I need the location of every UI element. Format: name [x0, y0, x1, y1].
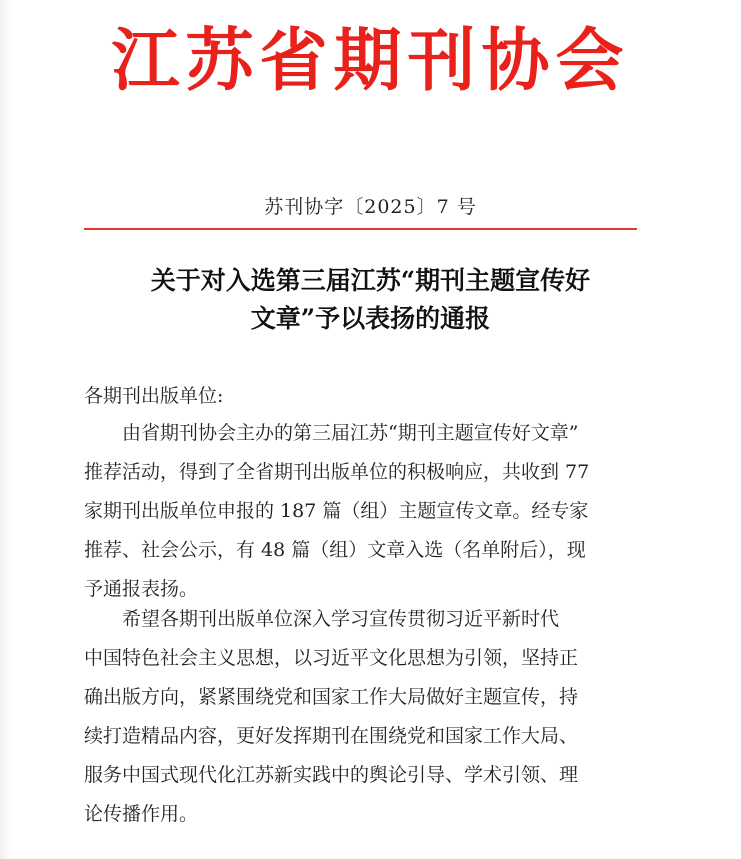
- paragraph-1: [84, 414, 664, 609]
- paragraph-line: 推荐活动，得到了全省期刊出版单位的积极响应，共收到 77: [84, 461, 590, 483]
- paragraph-line: 由省期刊协会主办的第三届江苏“期刊主题宣传好文章”: [122, 422, 579, 444]
- paragraph-line: 服务中国式现代化江苏新实践中的舆论引导、学术引领、理: [84, 764, 579, 786]
- red-divider-line: [84, 228, 637, 230]
- paragraph-line: 论传播作用。: [84, 803, 199, 825]
- title-line: 关于对入选第三届江苏“期刊主题宣传好: [150, 266, 591, 295]
- page-edge-shadow: [0, 0, 12, 859]
- salutation: 各期刊出版单位:: [84, 385, 224, 407]
- paragraph-line: 家期刊出版单位申报的 187 篇（组）主题宣传文章。经专家: [84, 500, 589, 522]
- paragraph-line: 续打造精品内容，更好发挥期刊在围绕党和国家工作大局、: [84, 725, 579, 747]
- paragraph-line: 希望各期刊出版单位深入学习宣传贯彻习近平新时代: [122, 608, 560, 630]
- title-line: 文章”予以表扬的通报: [250, 304, 491, 333]
- paragraph-line: 确出版方向，紧紧围绕党和国家工作大局做好主题宣传，持: [84, 686, 579, 708]
- paragraph-line: 推荐、社会公示，有 48 篇（组）文章入选（名单附后），现: [84, 539, 586, 561]
- document-title: [60, 262, 681, 338]
- paragraph-line: 中国特色社会主义思想，以习近平文化思想为引领，坚持正: [84, 647, 579, 669]
- paragraph-2: [84, 600, 664, 834]
- organization-masthead: 江苏省期刊协会: [111, 22, 630, 101]
- paragraph-line: 予通报表扬。: [84, 578, 199, 600]
- document-number: 苏刊协字〔2025〕7 号: [264, 196, 477, 218]
